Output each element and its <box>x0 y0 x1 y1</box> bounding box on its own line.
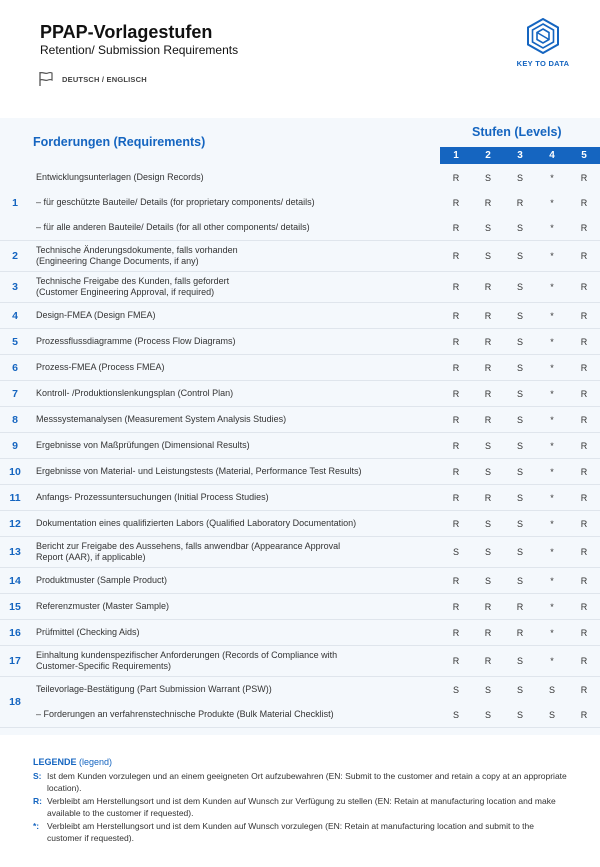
requirement-label: – für alle anderen Bauteile/ Details (for all other components/ details) <box>36 222 310 232</box>
requirement-label: Technische Freigabe des Kunden, falls gefordert (Customer Engineering Approval, if required) <box>36 276 230 297</box>
level-value: S <box>516 709 523 720</box>
level-value: * <box>550 222 554 233</box>
level-value: R <box>452 172 460 183</box>
level-value: * <box>550 492 554 503</box>
level-value: R <box>484 388 492 399</box>
requirement-group <box>0 381 600 407</box>
requirement-label: Produktmuster (Sample Product) <box>36 575 168 585</box>
level-value: R <box>580 362 588 373</box>
level-value: S <box>516 414 523 425</box>
level-value: S <box>516 684 523 695</box>
requirement-number: 5 <box>12 335 18 348</box>
table-row <box>30 272 600 302</box>
legend-item <box>33 820 568 844</box>
requirement-group <box>0 568 600 594</box>
level-value: R <box>484 310 492 321</box>
requirement-number: 17 <box>9 655 21 667</box>
requirement-group <box>0 303 600 329</box>
level-value: * <box>550 310 554 321</box>
level-value: S <box>484 575 491 586</box>
table-row <box>30 407 600 432</box>
language-indicator[interactable] <box>38 71 147 87</box>
page-title: PPAP-Vorlagestufen <box>40 22 213 42</box>
level-value: R <box>580 518 588 529</box>
level-value: R <box>580 172 588 183</box>
page-header <box>0 0 600 118</box>
legend-title <box>33 757 568 767</box>
level-value: * <box>550 362 554 373</box>
level-value: S <box>484 547 491 557</box>
table-row <box>30 568 600 593</box>
level-value: R <box>580 466 588 477</box>
level-value: S <box>516 440 523 451</box>
legend-text: Verbleibt am Herstellungsort und ist dem Kunden auf Wunsch zur Verfügung zu stellen (EN: Retain at manufacturing location and make available to the customer if requested). <box>47 796 556 818</box>
table-row <box>30 646 600 676</box>
legend-key: S: <box>33 771 42 781</box>
level-value: R <box>452 656 460 666</box>
requirement-group <box>0 485 600 511</box>
level-value: * <box>550 466 554 477</box>
legend-title-main: LEGENDE <box>33 757 77 767</box>
requirement-number: 2 <box>12 250 18 262</box>
level-header: 3 <box>517 150 523 161</box>
level-value: S <box>516 172 523 183</box>
levels-header-bar <box>440 147 600 164</box>
level-value: * <box>550 388 554 399</box>
table-row <box>30 165 600 190</box>
table-row <box>30 620 600 645</box>
requirement-number: 9 <box>12 439 18 452</box>
table-row <box>30 677 600 702</box>
level-value: R <box>580 547 588 557</box>
level-value: * <box>550 601 554 612</box>
level-value: R <box>516 601 524 612</box>
requirement-group <box>0 594 600 620</box>
level-value: S <box>484 251 491 261</box>
level-value: * <box>550 172 554 183</box>
level-value: S <box>516 336 523 347</box>
level-value: R <box>452 251 460 261</box>
requirement-group <box>0 407 600 433</box>
level-value: R <box>580 388 588 399</box>
legend-text: Verbleibt am Herstellungsort und ist dem Kunden auf Wunsch vorzulegen (EN: Retain at manufacturing location and submit to the customer if requested). <box>47 821 534 843</box>
requirement-group <box>0 646 600 677</box>
level-value: R <box>452 197 460 208</box>
level-value: S <box>516 575 523 586</box>
level-value: S <box>516 656 523 666</box>
levels-column-title: Stufen (Levels) <box>472 125 562 139</box>
requirement-label: Einhaltung kundenspezifischer Anforderungen (Records of Compliance with Customer-Specific Requirements) <box>36 650 338 671</box>
requirement-label: – Forderungen an verfahrenstechnische Produkte (Bulk Material Checklist) <box>36 709 334 719</box>
level-value: R <box>484 336 492 347</box>
level-value: S <box>484 684 491 695</box>
level-value: * <box>550 440 554 451</box>
requirement-label: Design-FMEA (Design FMEA) <box>36 310 156 320</box>
table-row <box>30 702 600 727</box>
requirement-group <box>0 165 600 241</box>
level-value: * <box>550 282 554 292</box>
level-value: R <box>484 282 492 292</box>
requirement-group <box>0 241 600 272</box>
legend-text: Ist dem Kunden vorzulegen und an einem geeigneten Ort aufzubewahren (EN: Submit to the customer and retain a copy at an appropriate location). <box>47 771 567 793</box>
level-value: R <box>452 310 460 321</box>
page-subtitle: Retention/ Submission Requirements <box>40 43 239 57</box>
requirement-group <box>0 433 600 459</box>
level-value: S <box>516 518 523 529</box>
requirement-number: 8 <box>12 413 18 426</box>
requirements-column-title: Forderungen (Requirements) <box>33 135 206 149</box>
flag-icon <box>38 71 54 87</box>
table-row <box>30 190 600 215</box>
requirement-label: Teilevorlage-Bestätigung (Part Submission Warrant (PSW)) <box>36 684 272 694</box>
level-value: R <box>580 627 588 638</box>
level-value: S <box>516 492 523 503</box>
level-value: S <box>516 310 523 321</box>
table-row <box>30 329 600 354</box>
level-value: S <box>484 222 491 233</box>
level-value: S <box>548 709 555 720</box>
requirement-number: 3 <box>12 281 18 293</box>
level-value: S <box>516 251 523 261</box>
requirement-number: 7 <box>12 387 18 400</box>
requirement-label: Messsystemanalysen (Measurement System Analysis Studies) <box>36 414 287 424</box>
level-value: S <box>548 684 555 695</box>
table-row <box>30 381 600 406</box>
table-row <box>30 241 600 271</box>
level-value: S <box>516 222 523 233</box>
level-value: R <box>580 336 588 347</box>
requirement-number: 16 <box>9 626 21 639</box>
requirement-number: 13 <box>9 546 21 558</box>
table-row <box>30 594 600 619</box>
requirement-group <box>0 620 600 646</box>
level-value: R <box>580 251 588 261</box>
level-value: S <box>484 440 491 451</box>
level-value: R <box>580 310 588 321</box>
level-value: R <box>580 709 588 720</box>
requirement-label: Bericht zur Freigabe des Aussehens, falls anwendbar (Appearance Approval Report (AAR), if applicable) <box>36 541 341 562</box>
level-value: * <box>550 518 554 529</box>
requirement-group <box>0 329 600 355</box>
level-value: R <box>452 414 460 425</box>
table-row <box>30 433 600 458</box>
level-value: R <box>452 518 460 529</box>
level-value: * <box>550 336 554 347</box>
level-value: R <box>516 197 524 208</box>
requirement-number: 6 <box>12 361 18 374</box>
level-value: * <box>550 197 554 208</box>
level-value: R <box>452 388 460 399</box>
requirement-number: 11 <box>9 491 21 504</box>
requirement-label: Referenzmuster (Master Sample) <box>36 601 170 611</box>
requirement-group <box>0 459 600 485</box>
level-value: R <box>580 492 588 503</box>
level-value: R <box>452 336 460 347</box>
level-value: S <box>484 466 491 477</box>
requirement-label: Prozessflussdiagramme (Process Flow Diagrams) <box>36 336 236 346</box>
requirement-number: 12 <box>9 517 21 530</box>
level-value: S <box>452 547 459 557</box>
level-value: S <box>484 709 491 720</box>
requirement-number: 15 <box>9 600 21 613</box>
level-value: * <box>550 627 554 638</box>
language-label: DEUTSCH / ENGLISCH <box>62 74 147 84</box>
level-value: S <box>516 466 523 477</box>
level-value: R <box>484 414 492 425</box>
table-row <box>30 537 600 567</box>
legend-item <box>33 795 568 819</box>
level-value: R <box>452 362 460 373</box>
level-value: S <box>452 684 459 695</box>
level-value: * <box>550 414 554 425</box>
level-value: R <box>580 684 588 695</box>
requirement-number: 1 <box>12 196 18 209</box>
logo-text: KEY TO DATA <box>516 59 570 68</box>
requirement-group <box>0 355 600 381</box>
requirements-table <box>0 118 600 735</box>
level-value: R <box>484 601 492 612</box>
level-header: 1 <box>453 150 459 161</box>
level-value: R <box>580 197 588 208</box>
requirement-label: Technische Änderungsdokumente, falls vorhanden (Engineering Change Documents, if any) <box>36 245 238 266</box>
requirement-number: 4 <box>12 309 18 322</box>
level-value: * <box>550 547 554 557</box>
requirement-label: – für geschützte Bauteile/ Details (for proprietary components/ details) <box>36 197 315 207</box>
logo-icon <box>526 18 560 54</box>
level-value: R <box>484 197 492 208</box>
level-value: S <box>516 388 523 399</box>
table-row <box>30 215 600 240</box>
requirement-group <box>0 272 600 303</box>
level-header: 5 <box>581 150 587 161</box>
level-value: S <box>484 172 491 183</box>
level-value: R <box>452 492 460 503</box>
level-value: R <box>516 627 524 638</box>
table-row <box>30 485 600 510</box>
level-value: S <box>484 518 491 529</box>
level-header: 2 <box>485 150 491 161</box>
requirement-group <box>0 677 600 728</box>
requirement-label: Anfangs- Prozessuntersuchungen (Initial Process Studies) <box>36 492 269 502</box>
level-value: R <box>484 362 492 373</box>
level-value: R <box>580 222 588 233</box>
requirement-label: Prüfmittel (Checking Aids) <box>36 627 140 637</box>
level-value: R <box>452 440 460 451</box>
legend-key: *: <box>33 821 40 831</box>
requirement-number: 18 <box>9 696 21 708</box>
level-value: R <box>580 414 588 425</box>
requirement-label: Ergebnisse von Maßprüfungen (Dimensional Results) <box>36 440 250 450</box>
level-value: S <box>516 547 523 557</box>
level-header: 4 <box>549 150 555 161</box>
level-value: R <box>484 656 492 666</box>
level-value: R <box>580 440 588 451</box>
table-body <box>0 165 600 728</box>
level-value: R <box>580 656 588 666</box>
level-value: * <box>550 656 554 666</box>
table-row <box>30 355 600 380</box>
requirement-group <box>0 511 600 537</box>
company-logo <box>508 18 578 68</box>
requirement-number: 14 <box>9 574 21 587</box>
level-value: R <box>452 601 460 612</box>
requirement-label: Ergebnisse von Material- und Leistungstests (Material, Performance Test Results) <box>36 466 362 476</box>
legend-item <box>33 770 568 794</box>
level-value: S <box>516 282 523 292</box>
table-row <box>30 303 600 328</box>
requirement-label: Kontroll- /Produktionslenkungsplan (Control Plan) <box>36 388 234 398</box>
requirement-group <box>0 537 600 568</box>
level-value: R <box>452 627 460 638</box>
requirement-number: 10 <box>9 465 21 478</box>
level-value: S <box>516 362 523 373</box>
level-value: * <box>550 575 554 586</box>
level-value: R <box>580 601 588 612</box>
level-value: * <box>550 251 554 261</box>
legend-key: R: <box>33 796 42 806</box>
level-value: R <box>452 466 460 477</box>
legend <box>33 757 568 845</box>
level-value: R <box>484 492 492 503</box>
requirement-label: Entwicklungsunterlagen (Design Records) <box>36 172 204 182</box>
table-row <box>30 511 600 536</box>
level-value: R <box>452 575 460 586</box>
level-value: R <box>484 627 492 638</box>
level-value: R <box>580 282 588 292</box>
level-value: R <box>452 222 460 233</box>
legend-title-suffix: (legend) <box>79 757 113 767</box>
table-row <box>30 459 600 484</box>
level-value: R <box>580 575 588 586</box>
requirement-label: Prozess-FMEA (Process FMEA) <box>36 362 165 372</box>
requirement-label: Dokumentation eines qualifizierten Labors (Qualified Laboratory Documentation) <box>36 518 357 528</box>
level-value: S <box>452 709 459 720</box>
level-value: R <box>452 282 460 292</box>
